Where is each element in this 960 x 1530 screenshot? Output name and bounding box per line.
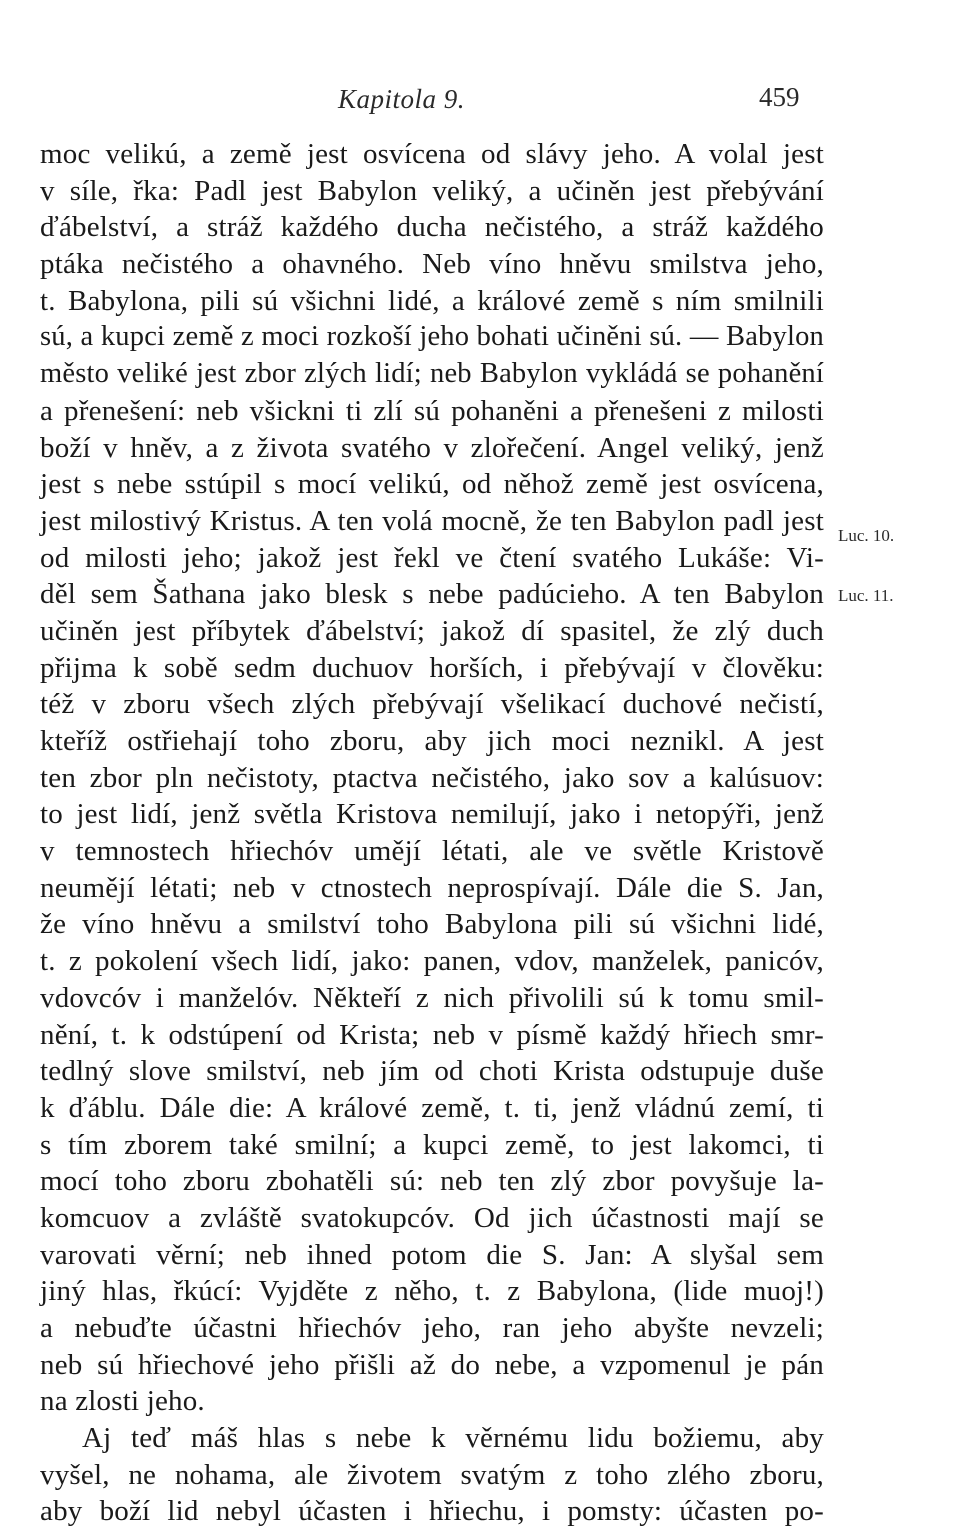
text-line: moc velikú, a země jest osvícena od slávy jeho. A volal jest <box>40 138 824 170</box>
body-text <box>40 136 824 1530</box>
text-line: od milosti jeho; jakož jest řekl ve čtení svatého Lukáše: Vi- <box>40 541 824 574</box>
text-line: varovati věrní; neb ihned potom die S. Jan: A slyšal sem <box>40 1238 824 1271</box>
text-line: boží v hněv, a z života svatého v zlořečení. Angel veliký, jenž <box>40 431 824 464</box>
text-line: k ďáblu. Dále die: A králové země, t. ti, jenž vládnú zemí, ti <box>40 1091 824 1124</box>
page-number: 459 <box>759 82 800 112</box>
text-line: tedlný slove smilství, neb jím od choti Krista odstupuje duše <box>40 1055 824 1088</box>
text-line: učiněn jest příbytek ďábelství; jakož dí spasitel, že zlý duch <box>40 614 824 647</box>
text-line: děl sem Šathana jako blesk s nebe padúcieho. A ten Babylon <box>40 578 824 611</box>
text-line: že víno hněvu a smilství toho Babylona pili sú všichni lidé, <box>40 908 824 941</box>
text-line: jiný hlas, řkúcí: Vyjděte z něho, t. z Babylona, (lide muoj!) <box>40 1275 824 1308</box>
text-line: neb sú hřiechové jeho přišli až do nebe, a vzpomenul je pán <box>40 1348 824 1381</box>
margin-note-luke-11: Luc. 11. <box>838 586 894 605</box>
text-line: ptáka nečistého a ohavného. Neb víno hněvu smilstva jeho, <box>40 248 824 281</box>
text-line: ďábelství, a stráž každého ducha nečistého, a stráž každého <box>40 211 824 244</box>
text-line: ten zbor pln nečistoty, ptactva nečistého, jako sov a kalúsuov: <box>40 761 824 794</box>
text-line: komcuov a zvláště svatokupcóv. Od jich účastnosti mají se <box>40 1201 824 1234</box>
text-line: vdovcóv i manželóv. Někteří z nich přivolili sú k tomu smil- <box>40 981 824 1014</box>
text-line: město veliké jest zbor zlých lidí; neb Babylon vykládá se pohanění <box>40 358 824 390</box>
text-line: a přenešení: neb všickni ti zlí sú pohaněni a přenešeni z milosti <box>40 394 824 427</box>
text-line: v síle, řka: Padl jest Babylon veliký, a učiněn jest přebývání <box>40 174 824 207</box>
text-line: jest s nebe sstúpil s mocí velikú, od něhož země jest osvícena, <box>40 468 824 501</box>
text-line: t. z pokolení všech lidí, jako: panen, vdov, manželek, panicóv, <box>40 945 824 978</box>
text-line: sú, a kupci země z moci rozkoší jeho bohati učiněni sú. — Babylon <box>40 321 824 353</box>
paragraph-start-line: Aj teď máš hlas s nebe k věrnému lidu božiemu, aby <box>82 1422 824 1455</box>
text-line: nění, t. k odstúpení od Krista; neb v písmě každý hřiech smr- <box>40 1018 824 1051</box>
text-line: jest milostivý Kristus. A ten volá mocně, že ten Babylon padl jest <box>40 504 824 537</box>
text-line: přijma k sobě sedm duchuov horších, i přebývají v člověku: <box>40 651 824 684</box>
text-line: kteříž ostřiehají toho zboru, aby jich moci neznikl. A jest <box>40 725 824 757</box>
text-line: aby boží lid nebyl účasten i hřiechu, i pomsty: účasten po- <box>40 1495 824 1528</box>
text-line: v temnostech hřiechóv umějí létati, ale ve světle Kristově <box>40 835 824 868</box>
running-title: Kapitola 9. <box>338 84 466 114</box>
text-line: to jest lidí, jenž světla Kristova nemilují, jako i netopýři, jenž <box>40 798 824 831</box>
paragraph-end-line: na zlosti jeho. <box>40 1385 205 1418</box>
text-line: neumějí létati; neb v ctnostech neprospívají. Dále die S. Jan, <box>40 871 824 904</box>
text-line: t. Babylona, pili sú všichni lidé, a králové země s ním smilnili <box>40 284 824 317</box>
text-line: též v zboru všech zlých přebývají všelikací duchové nečistí, <box>40 688 824 721</box>
text-line: a nebuďte účastni hřiechóv jeho, ran jeho abyšte nevzeli; <box>40 1312 824 1344</box>
text-line: mocí toho zboru zbohatěli sú: neb ten zlý zbor povyšuje la- <box>40 1165 824 1198</box>
text-line: vyšel, ne nohama, ale životem svatým z toho zlého zboru, <box>40 1458 824 1491</box>
text-line: s tím zborem také smilní; a kupci země, to jest lakomci, ti <box>40 1128 824 1161</box>
margin-note-luke-10: Luc. 10. <box>838 526 895 545</box>
